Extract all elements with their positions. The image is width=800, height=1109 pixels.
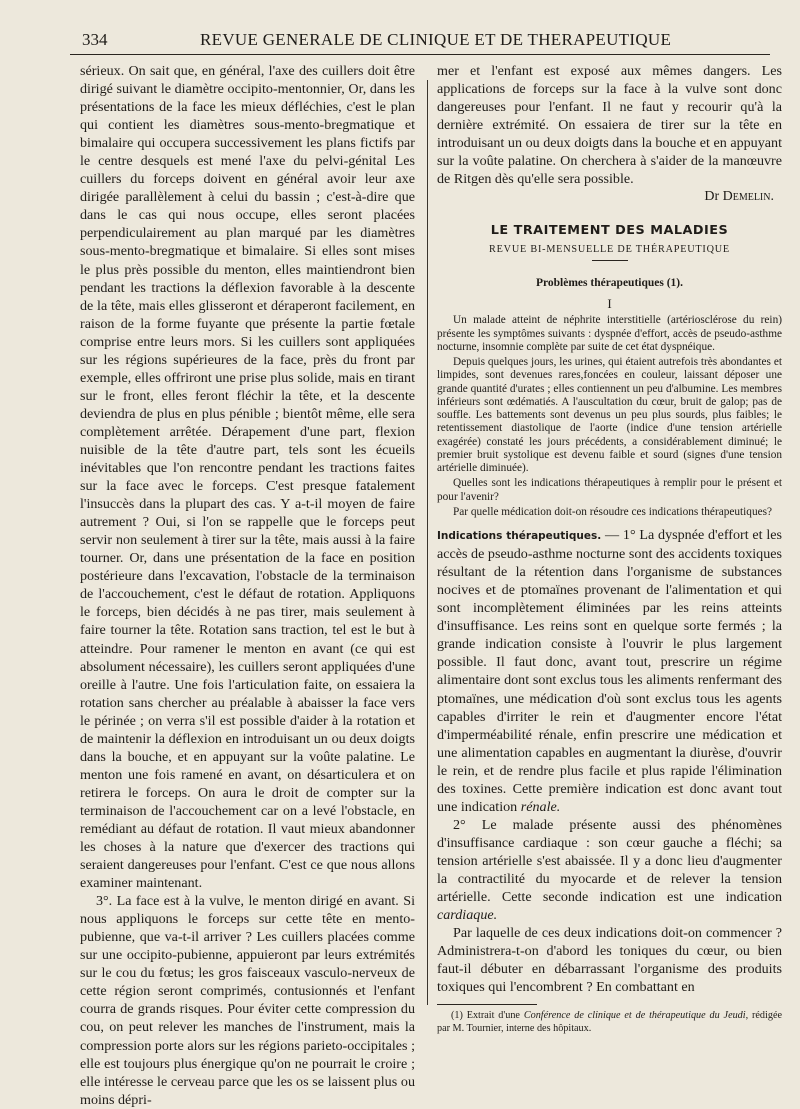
- indications-italic-1: rénale.: [520, 798, 561, 815]
- indications-italic-2: cardiaque.: [437, 907, 498, 924]
- section-rule: [592, 260, 628, 261]
- signature-prefix: Dr: [704, 189, 720, 205]
- left-column: [80, 62, 415, 1109]
- footnote-italic: Conférence de clinique et de thérapeutique du Jeudi,: [523, 1010, 749, 1022]
- case-paragraph-3: Quelles sont les indications thérapeutiques à remplir pour le présent et pour l'avenir?: [437, 477, 782, 503]
- indications-text-2: 2° Le malade présente aussi des phénomènes d'insuffisance cardiaque : son cœur gauche a fléchi; sa tension artérielle s'est abaissée. Il y a donc lieu d'augmenter la contractilité du myocarde et de relever la tension artérielle. Cette seconde indication est une indication: [437, 816, 782, 906]
- right-paragraph-top: mer et l'enfant est exposé aux mêmes dangers. Les applications de forceps sur la face à la vulve sont donc dangereuses pour l'enfant. Il ne faut y recourir qu'à la dernière extrémité. On essaiera de tirer sur la tête en introduisant un ou deux doigts dans la bouche et en appuyant sur la voûte palatine. On cherchera à s'aider de la manœuvre de Ritgen dès qu'elle sera possible.: [437, 63, 782, 188]
- left-paragraph-1: sérieux. On sait que, en général, l'axe des cuillers doit être dirigé suivant le diamètre occipito-mentonnier, Or, dans les présentations de la face les mieux défléchies, c'est le plan qui contient les diamètres sous-mento-bregmatique et bimalaire qui occupera successivement les plans fictifs par le centre desquels est mené l'axe du pelvi-génital Les cuillers du forceps doivent en général avoir leur axe dirigée parallèlement à celui du bassin ; c'est-à-dire que dans le cas qui nous occupe, elles seront placées perpendiculairement au plan marqué par les diamètres sous-mento-bregmatique et bimalaire. Si elles sont mises le plus près possible du menton, elles maintiendront bien pendant les tractions la déflexion favorable à la descente de la tête, mais elles glisseront et déraperont facilement, en raison de la forme fuyante que présente la partie fœtale comprise entre leurs mors. Si les cuillers sont appliquées sur les régions supérieures de la face, près du front par exemple, elles offriront une prise plus solide, mais en tirant sur le front, elles feront fléchir la tête, et la descente deviendra de plus en plus pénible ; bientôt même, elle sera complètement arrêtée. Dérapement d'une part, flexion nuisible de la tête d'autre part, tels sont les écueils inévitables que l'on rencontre pendant les tractions faites sur la face avec le forceps. C'est presque fatalement l'insuccès dans la plupart des cas. Y a-t-il moyen de faire autrement ? Oui, si l'on se rappelle que le forceps peut servir non seulement à tirer sur la tête, mais aussi à la faire tourner. Or, dans une présentation de la face en position postérieure dans l'excavation, l'obstacle de la terminaison de l'accouchement, c'est le défaut de rotation. Appliquons le forceps, bien décidés à ne pas tirer, mais seulement à faire tourner la tête. Rotation sans traction, tel est le but à atteindre. Pour ramener le menton en avant (ce qui est absolument nécessaire), les cuillers seront appliquées d'une oreille à l'autre. Une fois l'articulation faite, on essaiera la rotation sans chercher au préalable à abaisser la face vers le périnée ; on verra s'il est possible d'aider à la rotation et de maintenir la déflexion en introduisant un ou deux doigts dans la bouche, et en appuyant sur la voûte palatine. Le menton une fois ramené en avant, on désarticulera et on retirera le forceps. On aura le droit de compter sur la terminaison de l'accouchement car on a levé l'obstacle, en remédiant au défaut de rotation. Il vaut mieux abandonner les choses à la nature que d'exercer des tractions qui seraient dangereuses pour l'enfant. C'est ce que nous allons examiner maintenant.: [80, 63, 415, 892]
- footnote-lead: (1) Extrait d'une: [451, 1010, 520, 1022]
- running-title: REVUE GENERALE DE CLINIQUE ET DE THERAPEUTIQUE: [200, 30, 672, 49]
- footnote-rest: rédigée par M. Tournier, interne des hôpitaux.: [437, 1010, 782, 1035]
- section-title: LE TRAITEMENT DES MALADIES: [490, 223, 729, 239]
- case-paragraph-4: Par quelle médication doit-on résoudre ces indications thérapeutiques?: [453, 505, 773, 518]
- indications-paragraph-3: Par laquelle de ces deux indications doit-on commencer ? Administrera-t-on d'abord les toniques du cœur, ou bien faut-il débuter en débarrassant l'organisme des produits toxiques qui l'encombrent ? En combattant en: [437, 925, 782, 996]
- indications-paragraph-1: [437, 526, 782, 816]
- case-paragraph-1: Un malade atteint de néphrite interstitielle (artériosclérose du rein) présente les symptômes suivants : dyspnée d'effort, accès de pseudo-asthme nocturne, insomnie complète par suite de cet état dyspnéique.: [437, 314, 782, 353]
- column-divider: [427, 80, 428, 1005]
- page-header: [70, 28, 770, 55]
- case-paragraph-2: Depuis quelques jours, les urines, qui étaient autrefois très abondantes et limpides, sont devenues rares,foncées en couleur, laissant déposer une grande quantité d'urates ; elles contiennent un peu d'albumine. Les membres inférieurs sont œdématiés. A l'auscultation du cœur, bruit de galop; pas de souffle. Les battements sont devenus un peu plus sourds, plus faibles; le retentissement diastolique de l'aorte (indice d'une tension artérielle exagérée) constaté les jours précédents, a considérablement diminué; le premier bruit systolique est devenu faible et sourd (signes d'une tension artérielle diminuée).: [437, 356, 782, 475]
- indications-paragraph-2: [437, 816, 782, 924]
- left-paragraph-2: 3°. La face est à la vulve, le menton dirigé en avant. Si nous appliquons le forceps sur cette tête en mento-pubienne, que va-t-il arriver ? Les cuillers placées comme sur une occipito-pubienne, appuieront par leurs extrémités sur le cou du fœtus; les gros faisceaux vasculo-nerveux de cette région seront comprimés, contusionnés et l'enfant courra de grands risques. Pour éviter cette compression du cou, on peut relever les manches de l'instrument, mais la compression porte alors sur les régions parieto-occipitales ; elle est toujours plus énergique qu'on ne pourrait le croire ; elle intéresse le cerveau parce que les os se laissent plus ou moins dépri-: [80, 893, 415, 1108]
- footnote-rule: [437, 1004, 537, 1005]
- indications-heading: Indications thérapeutiques.: [437, 530, 602, 543]
- signature-name: Demelin.: [722, 189, 774, 205]
- footnote: [437, 1009, 782, 1035]
- section-subtitle: REVUE BI-MENSUELLE DE THÉRAPEUTIQUE: [489, 244, 730, 256]
- indications-text-1: — 1° La dyspnée d'effort et les accès de pseudo-asthme nocturne sont des accidents toxiques résultant de la rétention dans l'organisme de substances nocives et de ptomaïnes provenant de l'alimentation et qui sont incomplètement éliminées par les reins atteints d'insuffisance. Les reins sont en quelque sorte fermés ; la grande indication consiste à l'ouvrir le plus largement possible. Il faut donc, avant tout, prescrire un régime alimentaire dont sont exclus tous les aliments renfermant des ptomaïnes, une médication d'où sont exclus tous les agents capables d'irriter le rein et d'augmenter encore l'état d'imperméabilité rénale, enfin prescrire une médication et une alimentation capables en augmentant la diurèse, d'ouvrir le rein, et de rendre plus facile et plus rapide l'élimination des toxines. Cette première indication est donc avant tout une indication: [437, 527, 782, 815]
- subsection-title: Problèmes thérapeutiques (1).: [535, 277, 684, 290]
- roman-numeral: I: [607, 296, 612, 312]
- page-number: 334: [82, 30, 108, 49]
- author-signature: [437, 189, 782, 205]
- right-column: [437, 62, 782, 1035]
